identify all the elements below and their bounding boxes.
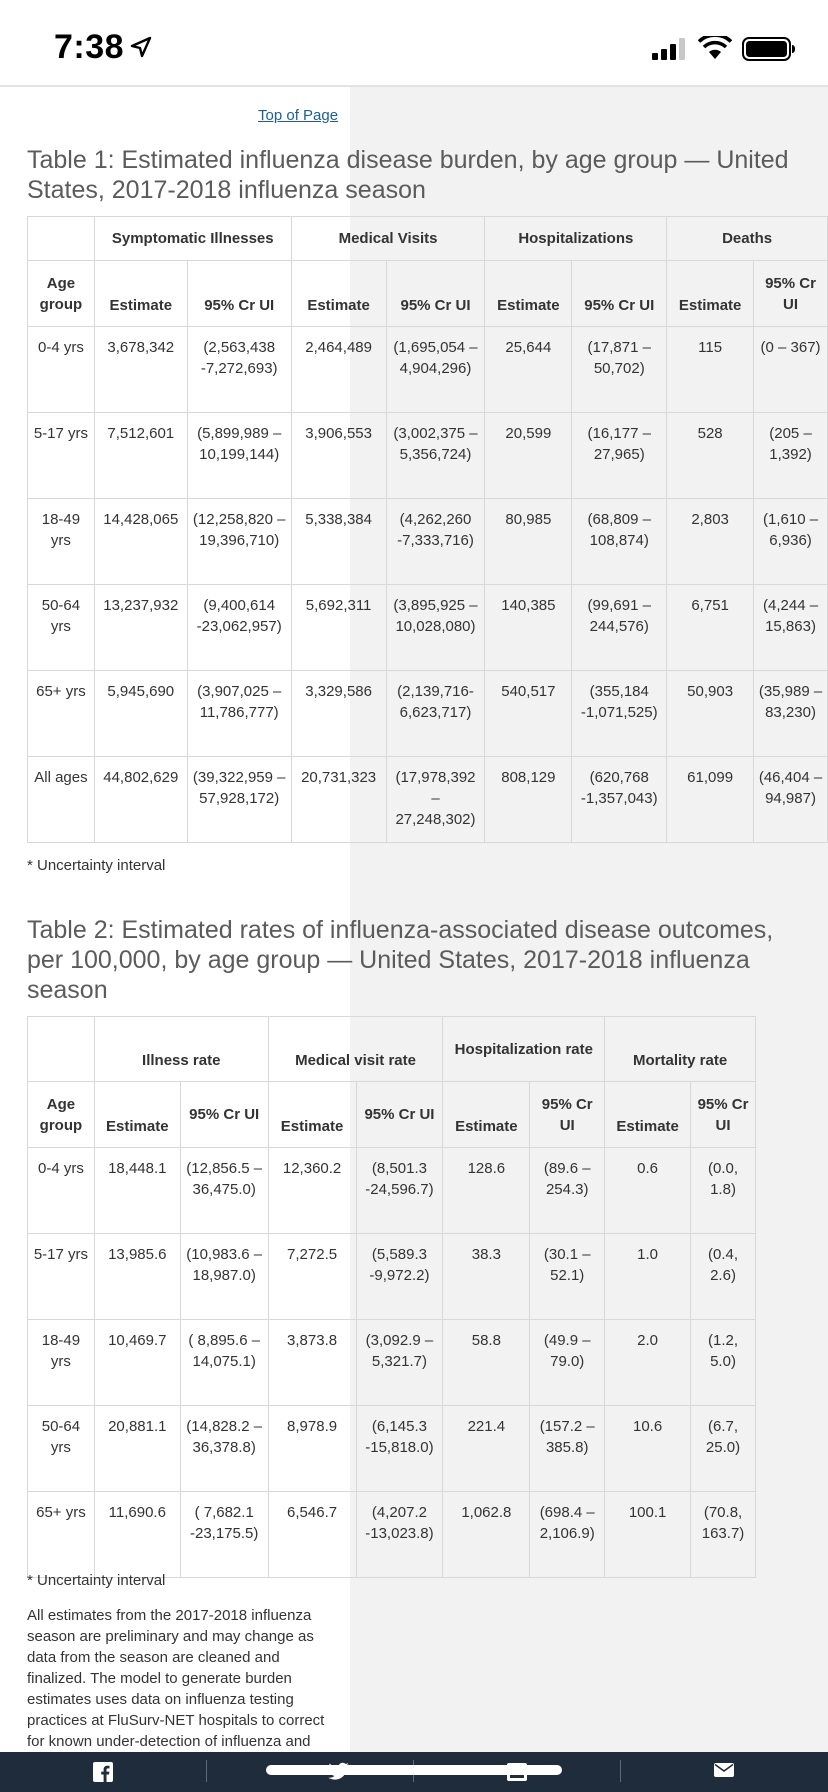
estimate-cell: 11,690.6 bbox=[94, 1492, 180, 1578]
ci-cell: (2,563,438 -7,272,693) bbox=[187, 327, 291, 413]
ci-cell: (30.1 – 52.1) bbox=[530, 1234, 605, 1320]
table2-group-hospitalization-rate: Hospitalization rate bbox=[443, 1017, 605, 1082]
table2-corner bbox=[28, 1017, 95, 1082]
ci-cell: (14,828.2 – 36,378.8) bbox=[180, 1406, 268, 1492]
row-age-group: 18-49 yrs bbox=[28, 1320, 95, 1406]
estimate-cell: 0.6 bbox=[605, 1148, 691, 1234]
estimate-cell: 61,099 bbox=[667, 757, 754, 843]
ci-cell: (355,184 -1,071,525) bbox=[572, 671, 667, 757]
row-age-group: 50-64 yrs bbox=[28, 1406, 95, 1492]
methodology-paragraph: All estimates from the 2017-2018 influenza season are preliminary and may change as data from the season are cleaned and finalized. The model to generate burden estimates uses data on influenza testing practices at FluSurv-NET hospitals to correct for known under-detection of influenza and bbox=[27, 1607, 325, 1750]
battery-icon bbox=[742, 37, 796, 61]
estimate-cell: 14,428,065 bbox=[94, 499, 187, 585]
table1-group-medical-visits: Medical Visits bbox=[291, 217, 485, 261]
facebook-icon[interactable] bbox=[93, 1762, 113, 1782]
estimate-cell: 6,546.7 bbox=[268, 1492, 356, 1578]
estimate-cell: 2,464,489 bbox=[291, 327, 386, 413]
ci-cell: (0.0, 1.8) bbox=[691, 1148, 756, 1234]
ci-cell: (10,983.6 – 18,987.0) bbox=[180, 1234, 268, 1320]
table-row bbox=[28, 327, 828, 413]
ci-cell: (1.2, 5.0) bbox=[691, 1320, 756, 1406]
row-age-group: 5-17 yrs bbox=[28, 413, 95, 499]
table1-col-estimate: Estimate bbox=[94, 261, 187, 327]
table1-col-age-group: Age group bbox=[28, 261, 95, 327]
table2-group-medical-visit-rate: Medical visit rate bbox=[268, 1017, 443, 1082]
table-row bbox=[28, 1234, 756, 1320]
row-age-group: All ages bbox=[28, 757, 95, 843]
ci-cell: (70.8, 163.7) bbox=[691, 1492, 756, 1578]
ci-cell: (3,907,025 – 11,786,777) bbox=[187, 671, 291, 757]
row-age-group: 18-49 yrs bbox=[28, 499, 95, 585]
table2-group-mortality-rate: Mortality rate bbox=[605, 1017, 756, 1082]
cellular-signal-icon bbox=[652, 38, 686, 60]
table2-footnote: * Uncertainty interval bbox=[27, 1572, 166, 1589]
row-age-group: 5-17 yrs bbox=[28, 1234, 95, 1320]
table-row bbox=[28, 1492, 756, 1578]
table1-col-estimate: Estimate bbox=[667, 261, 754, 327]
estimate-cell: 18,448.1 bbox=[94, 1148, 180, 1234]
table2 bbox=[27, 1016, 756, 1578]
table-row bbox=[28, 585, 828, 671]
ci-cell: ( 8,895.6 – 14,075.1) bbox=[180, 1320, 268, 1406]
email-icon[interactable] bbox=[714, 1762, 734, 1778]
estimate-cell: 1,062.8 bbox=[443, 1492, 530, 1578]
table2-col-estimate: Estimate bbox=[443, 1082, 530, 1148]
estimate-cell: 100.1 bbox=[605, 1492, 691, 1578]
table2-col-estimate: Estimate bbox=[268, 1082, 356, 1148]
estimate-cell: 20,731,323 bbox=[291, 757, 386, 843]
estimate-cell: 20,881.1 bbox=[94, 1406, 180, 1492]
estimate-cell: 20,599 bbox=[485, 413, 572, 499]
ci-cell: (39,322,959 – 57,928,172) bbox=[187, 757, 291, 843]
estimate-cell: 5,338,384 bbox=[291, 499, 386, 585]
ci-cell: (620,768 -1,357,043) bbox=[572, 757, 667, 843]
ci-cell: (4,262,260 -7,333,716) bbox=[386, 499, 485, 585]
table-row bbox=[28, 1148, 756, 1234]
wifi-icon bbox=[698, 36, 732, 60]
estimate-cell: 13,985.6 bbox=[94, 1234, 180, 1320]
ci-cell: (3,002,375 – 5,356,724) bbox=[386, 413, 485, 499]
estimate-cell: 5,692,311 bbox=[291, 585, 386, 671]
estimate-cell: 44,802,629 bbox=[94, 757, 187, 843]
ci-cell: (68,809 – 108,874) bbox=[572, 499, 667, 585]
row-age-group: 0-4 yrs bbox=[28, 327, 95, 413]
ci-cell: (0 – 367) bbox=[754, 327, 828, 413]
ci-cell: ( 7,682.1 -23,175.5) bbox=[180, 1492, 268, 1578]
ci-cell: (6,145.3 -15,818.0) bbox=[356, 1406, 443, 1492]
ci-cell: (2,139,716- 6,623,717) bbox=[386, 671, 485, 757]
table2-col-estimate: Estimate bbox=[94, 1082, 180, 1148]
table1-group-hospitalizations: Hospitalizations bbox=[485, 217, 667, 261]
table-row bbox=[28, 413, 828, 499]
estimate-cell: 128.6 bbox=[443, 1148, 530, 1234]
table1-body bbox=[28, 327, 828, 843]
table2-col-age-group: Age group bbox=[28, 1082, 95, 1148]
table-row bbox=[28, 1406, 756, 1492]
estimate-cell: 7,512,601 bbox=[94, 413, 187, 499]
table1-col-estimate: Estimate bbox=[291, 261, 386, 327]
estimate-cell: 540,517 bbox=[485, 671, 572, 757]
ci-cell: (99,691 – 244,576) bbox=[572, 585, 667, 671]
estimate-cell: 8,978.9 bbox=[268, 1406, 356, 1492]
table2-col-ci: 95% Cr UI bbox=[691, 1082, 756, 1148]
ci-cell: (8,501.3 -24,596.7) bbox=[356, 1148, 443, 1234]
ci-cell: (1,610 – 6,936) bbox=[754, 499, 828, 585]
home-indicator[interactable] bbox=[266, 1765, 562, 1775]
ci-cell: (698.4 – 2,106.9) bbox=[530, 1492, 605, 1578]
table1-col-ci: 95% Cr UI bbox=[386, 261, 485, 327]
location-arrow-icon bbox=[130, 36, 152, 58]
estimate-cell: 3,678,342 bbox=[94, 327, 187, 413]
estimate-cell: 221.4 bbox=[443, 1406, 530, 1492]
table2-group-illness-rate: Illness rate bbox=[94, 1017, 268, 1082]
table1-col-ci: 95% Cr UI bbox=[754, 261, 828, 327]
ci-cell: (205 – 1,392) bbox=[754, 413, 828, 499]
table1-title: Table 1: Estimated influenza disease burden, by age group — United States, 2017-2018 influenza season bbox=[27, 146, 789, 204]
estimate-cell: 80,985 bbox=[485, 499, 572, 585]
ci-cell: (16,177 – 27,965) bbox=[572, 413, 667, 499]
estimate-cell: 25,644 bbox=[485, 327, 572, 413]
ci-cell: (4,244 – 15,863) bbox=[754, 585, 828, 671]
estimate-cell: 58.8 bbox=[443, 1320, 530, 1406]
ci-cell: (3,092.9 – 5,321.7) bbox=[356, 1320, 443, 1406]
ci-cell: (6.7, 25.0) bbox=[691, 1406, 756, 1492]
table1 bbox=[27, 216, 828, 843]
toolbar-divider bbox=[206, 1760, 207, 1782]
table-row bbox=[28, 499, 828, 585]
ci-cell: (157.2 – 385.8) bbox=[530, 1406, 605, 1492]
table2-col-ci: 95% Cr UI bbox=[356, 1082, 443, 1148]
status-time: 7:38 bbox=[54, 28, 125, 66]
ci-cell: (46,404 – 94,987) bbox=[754, 757, 828, 843]
ci-cell: (12,856.5 – 36,475.0) bbox=[180, 1148, 268, 1234]
table1-footnote: * Uncertainty interval bbox=[27, 857, 166, 874]
row-age-group: 50-64 yrs bbox=[28, 585, 95, 671]
estimate-cell: 10.6 bbox=[605, 1406, 691, 1492]
table-row bbox=[28, 1320, 756, 1406]
estimate-cell: 5,945,690 bbox=[94, 671, 187, 757]
estimate-cell: 115 bbox=[667, 327, 754, 413]
estimate-cell: 3,329,586 bbox=[291, 671, 386, 757]
table1-group-illnesses: Symptomatic Illnesses bbox=[94, 217, 291, 261]
table1-corner bbox=[28, 217, 95, 261]
estimate-cell: 1.0 bbox=[605, 1234, 691, 1320]
ci-cell: (12,258,820 – 19,396,710) bbox=[187, 499, 291, 585]
table2-body bbox=[28, 1148, 756, 1578]
ci-cell: (5,899,989 – 10,199,144) bbox=[187, 413, 291, 499]
estimate-cell: 7,272.5 bbox=[268, 1234, 356, 1320]
ci-cell: (17,978,392 – 27,248,302) bbox=[386, 757, 485, 843]
row-age-group: 65+ yrs bbox=[28, 1492, 95, 1578]
table1-col-ci: 95% Cr UI bbox=[187, 261, 291, 327]
table2-title: Table 2: Estimated rates of influenza-associated disease outcomes, per 100,000, by age group — United States, 2017-2018 influenza season bbox=[27, 916, 774, 1004]
estimate-cell: 3,906,553 bbox=[291, 413, 386, 499]
table1-group-deaths: Deaths bbox=[667, 217, 828, 261]
ci-cell: (17,871 – 50,702) bbox=[572, 327, 667, 413]
ci-cell: (1,695,054 – 4,904,296) bbox=[386, 327, 485, 413]
ci-cell: (49.9 – 79.0) bbox=[530, 1320, 605, 1406]
estimate-cell: 12,360.2 bbox=[268, 1148, 356, 1234]
estimate-cell: 38.3 bbox=[443, 1234, 530, 1320]
estimate-cell: 50,903 bbox=[667, 671, 754, 757]
estimate-cell: 2.0 bbox=[605, 1320, 691, 1406]
ci-cell: (4,207.2 -13,023.8) bbox=[356, 1492, 443, 1578]
ci-cell: (89.6 – 254.3) bbox=[530, 1148, 605, 1234]
table1-col-ci: 95% Cr UI bbox=[572, 261, 667, 327]
status-bar bbox=[0, 0, 828, 87]
top-of-page-link[interactable]: Top of Page bbox=[258, 107, 339, 124]
row-age-group: 65+ yrs bbox=[28, 671, 95, 757]
estimate-cell: 3,873.8 bbox=[268, 1320, 356, 1406]
ci-cell: (9,400,614 -23,062,957) bbox=[187, 585, 291, 671]
ci-cell: (0.4, 2.6) bbox=[691, 1234, 756, 1320]
ci-cell: (5,589.3 -9,972.2) bbox=[356, 1234, 443, 1320]
table2-col-estimate: Estimate bbox=[605, 1082, 691, 1148]
table2-col-ci: 95% Cr UI bbox=[180, 1082, 268, 1148]
estimate-cell: 528 bbox=[667, 413, 754, 499]
estimate-cell: 6,751 bbox=[667, 585, 754, 671]
toolbar-divider bbox=[620, 1760, 621, 1782]
estimate-cell: 10,469.7 bbox=[94, 1320, 180, 1406]
estimate-cell: 140,385 bbox=[485, 585, 572, 671]
row-age-group: 0-4 yrs bbox=[28, 1148, 95, 1234]
ci-cell: (35,989 – 83,230) bbox=[754, 671, 828, 757]
ci-cell: (3,895,925 – 10,028,080) bbox=[386, 585, 485, 671]
estimate-cell: 808,129 bbox=[485, 757, 572, 843]
table2-col-ci: 95% Cr UI bbox=[530, 1082, 605, 1148]
table1-col-estimate: Estimate bbox=[485, 261, 572, 327]
estimate-cell: 13,237,932 bbox=[94, 585, 187, 671]
estimate-cell: 2,803 bbox=[667, 499, 754, 585]
table-row bbox=[28, 757, 828, 843]
table-row bbox=[28, 671, 828, 757]
